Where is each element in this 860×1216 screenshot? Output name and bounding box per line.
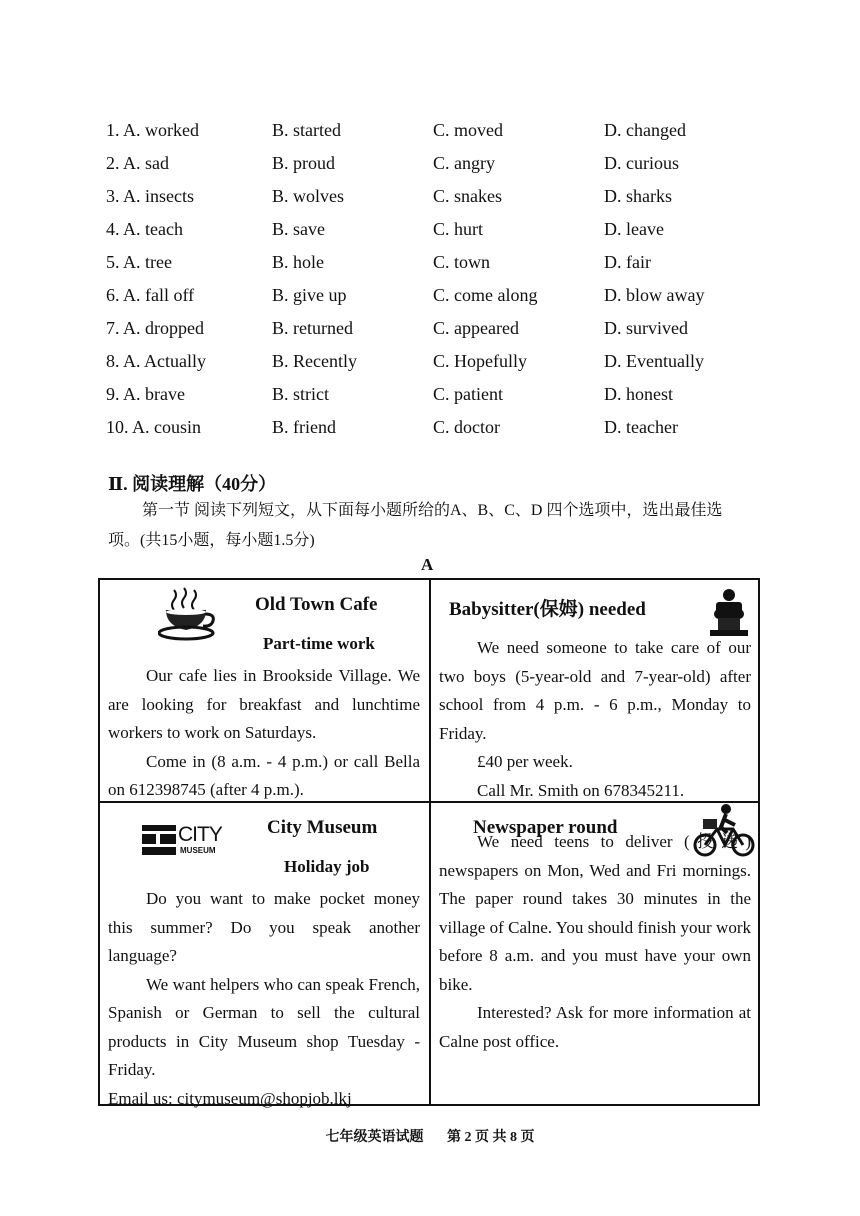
choice-row: [106, 281, 806, 314]
museum-para-1: Do you want to make pocket money this summer? Do you speak another language?: [108, 889, 420, 965]
museum-title: City Museum: [267, 817, 378, 838]
cafe-para-2: Come in (8 a.m. - 4 p.m.) or call Bella on 612398745 (after 4 p.m.).: [108, 751, 420, 799]
museum-para-2: We want helpers who can speak French, Spanish or German to sell the cultural products in City Museum shop Tuesday - Friday.: [108, 974, 420, 1079]
footer-subject: 七年级英语试题: [325, 1130, 424, 1145]
option-d: D. leave: [604, 219, 664, 239]
choice-row: [106, 380, 806, 413]
babysitter-para-2: £40 per week.: [477, 752, 573, 771]
cafe-body: [108, 662, 420, 805]
option-a: 6. A. fall off: [106, 285, 195, 305]
option-b: B. Recently: [272, 351, 357, 371]
babysitter-title: Babysitter(保姆) needed: [449, 599, 646, 620]
option-b: B. hole: [272, 252, 324, 272]
cafe-para-1: Our cafe lies in Brookside Village. We are looking for breakfast and lunchtime workers to work on Saturdays.: [108, 666, 420, 742]
museum-body: [108, 885, 420, 1113]
option-a: 2. A. sad: [106, 153, 169, 173]
choice-row: [106, 314, 806, 347]
option-d: D. Eventually: [604, 351, 704, 371]
choice-row: [106, 248, 806, 281]
ad-cafe: [100, 580, 429, 801]
ads-grid: [98, 578, 760, 1106]
instruction-line-1: 第一节 阅读下列短文，从下面每小题所给的A、B、C、D 四个选项中，选出最佳选: [142, 502, 723, 519]
option-d: D. changed: [604, 120, 686, 140]
ad-museum: [100, 803, 429, 1108]
museum-logo-text: CITY: [178, 823, 222, 846]
option-d: D. sharks: [604, 186, 672, 206]
newspaper-para-1: We need teens to deliver (投递) newspapers on Mon, Wed and Fri mornings. The paper round takes 30 minutes in the village of Calne. You should finish your work before 8 a.m. and you must have your own bike.: [439, 832, 751, 994]
choice-row: [106, 116, 806, 149]
option-d: D. curious: [604, 153, 679, 173]
option-c: C. patient: [433, 384, 503, 404]
choice-row: [106, 347, 806, 380]
option-d: D. blow away: [604, 285, 705, 305]
option-c: C. doctor: [433, 417, 500, 437]
option-c: C. moved: [433, 120, 503, 140]
option-d: D. teacher: [604, 417, 678, 437]
city-museum-logo: [142, 825, 226, 861]
newspaper-title: Newspaper round: [473, 817, 618, 838]
option-a: 9. A. brave: [106, 384, 185, 404]
option-a: 7. A. dropped: [106, 318, 204, 338]
coffee-cup-icon: [158, 586, 220, 642]
choice-row: [106, 149, 806, 182]
option-c: C. snakes: [433, 186, 502, 206]
section-heading: Ⅱ. 阅读理解（40分）: [108, 474, 277, 494]
option-a: 8. A. Actually: [106, 351, 206, 371]
babysitter-body: [439, 634, 751, 805]
option-b: B. give up: [272, 285, 347, 305]
option-d: D. honest: [604, 384, 673, 404]
option-a: 4. A. teach: [106, 219, 183, 239]
option-c: C. Hopefully: [433, 351, 527, 371]
option-a: 10. A. cousin: [106, 417, 202, 437]
option-c: C. appeared: [433, 318, 519, 338]
choice-row: [106, 182, 806, 215]
museum-logo-icon: [142, 825, 176, 855]
choice-row: [106, 413, 806, 446]
option-a: 3. A. insects: [106, 186, 194, 206]
babysitter-para-3: Call Mr. Smith on 678345211.: [477, 780, 685, 800]
museum-email-link[interactable]: citymuseum@shopjob.lkj: [176, 1088, 352, 1108]
page-footer: [0, 1126, 860, 1146]
option-b: B. save: [272, 219, 325, 239]
option-b: B. started: [272, 120, 341, 140]
cafe-title: Old Town Cafe: [255, 594, 378, 615]
ad-newspaper: [431, 803, 758, 1104]
option-b: B. friend: [272, 417, 336, 437]
babysitter-icon: [708, 588, 750, 638]
option-c: C. town: [433, 252, 491, 272]
option-c: C. angry: [433, 153, 495, 173]
babysitter-para-1: We need someone to take care of our two boys (5-year-old and 7-year-old) after school from 4 p.m. - 6 p.m., Monday to Friday.: [439, 638, 751, 743]
choice-list: [106, 116, 806, 446]
instruction-line-2: 项。(共15小题，每小题1.5分): [108, 532, 315, 549]
option-d: D. fair: [604, 252, 651, 272]
option-c: C. hurt: [433, 219, 484, 239]
cafe-subtitle: Part-time work: [263, 634, 375, 653]
option-b: B. returned: [272, 318, 353, 338]
option-b: B. wolves: [272, 186, 344, 206]
passage-letter: A: [421, 555, 434, 574]
museum-logo-sub: MUSEUM: [180, 846, 216, 855]
newspaper-body: [439, 828, 751, 1056]
option-b: B. proud: [272, 153, 335, 173]
option-b: B. strict: [272, 384, 329, 404]
ad-babysitter: [431, 580, 758, 801]
option-d: D. survived: [604, 318, 688, 338]
museum-email-line: [108, 1085, 420, 1114]
museum-subtitle: Holiday job: [284, 857, 370, 876]
newspaper-para-2: Interested? Ask for more information at Calne post office.: [439, 1003, 751, 1051]
museum-email-label: Email us:: [108, 1088, 177, 1108]
option-a: 5. A. tree: [106, 252, 172, 272]
choice-row: [106, 215, 806, 248]
option-a: 1. A. worked: [106, 120, 199, 140]
option-c: C. come along: [433, 285, 538, 305]
footer-page-number: 第 2 页 共 8 页: [447, 1130, 535, 1145]
